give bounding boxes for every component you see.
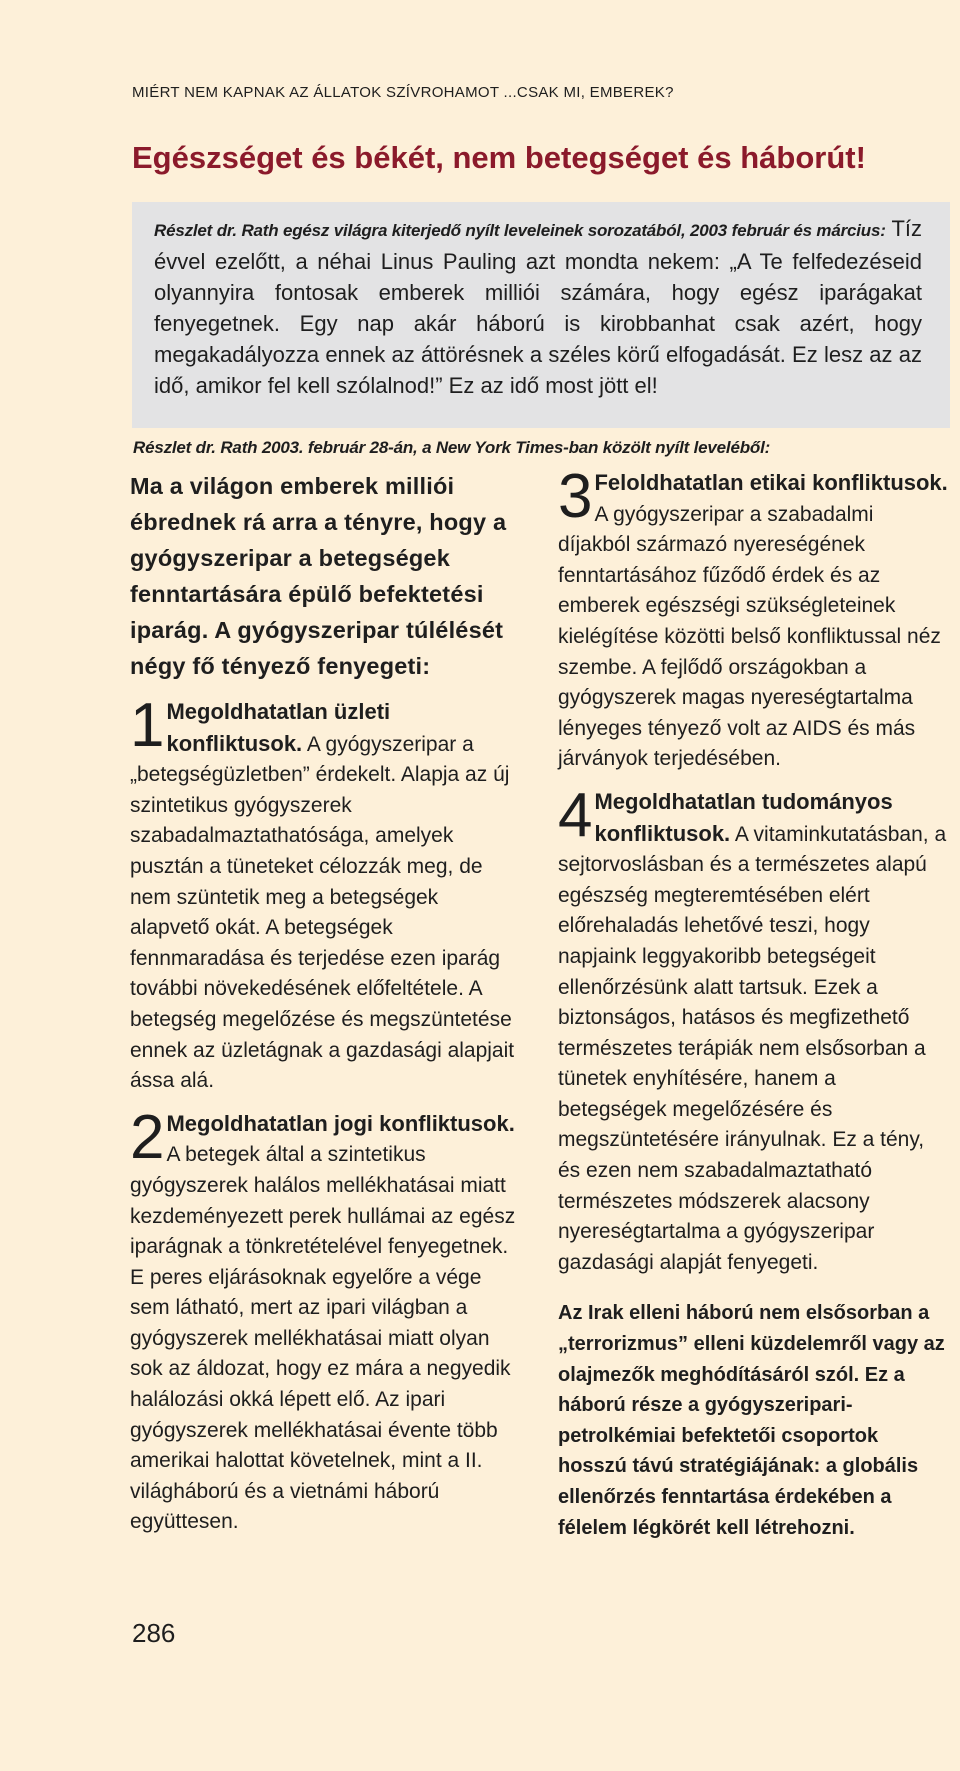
point-4 [558, 780, 950, 1279]
point-3 [558, 462, 950, 775]
point-4-number: 4 [558, 780, 593, 850]
excerpt-caption: Részlet dr. Rath 2003. február 28-án, a New York Times-ban közölt nyílt leveléből: [133, 438, 771, 457]
running-head: MIÉRT NEM KAPNAK AZ ÁLLATOK SZÍVROHAMOT ...CSAK MI, EMBEREK? [132, 84, 674, 101]
left-column [130, 468, 523, 1550]
page-number: 286 [132, 1618, 176, 1648]
point-4-text: A vitaminkutatásban, a sejtorvoslásban és a természetes alapú egészség megteremtésében elért előrehaladás lehetővé teszi, hogy napjaink leggyakoribb betegségeit ellenőrzésünk alatt tartsuk. Ezek a biztonságos, hatásos és megfizethető természetes terápiák nem elsősorban a tünetek enyhítésére, hanem a betegségek megelőzésére és megszüntetésére irányulnak. Ez a tény, és ezen nem szabadalmaztatható természetes módszerek alacsony nyereségtartalma a gyógyszeripar gazdasági alapját fenyegeti. [558, 822, 947, 1274]
point-2-number: 2 [130, 1102, 165, 1172]
article-headline: Ma a világon emberek milliói ébrednek rá arra a tényre, hogy a gyógyszeripar a betegségek fenntartására épülő befektetési iparág. A gyógyszeripar túlélését négy fő tényező fenyegeti: [130, 473, 507, 679]
closing-statement: Az Irak elleni háború nem elsősorban a „terrorizmus” elleni küzdelemről vagy az olajmezők meghódításáról szól. Ez a háború része a gyógyszeripari-petrolkémiai befektetői csoportok hosszú távú stratégiájának: a globális ellenőrzés fenntartása érdekében a félelem légkörét kell létrehozni. [558, 1302, 945, 1539]
intro-box [132, 202, 950, 428]
right-column [558, 462, 950, 1563]
intro-body: Tíz évvel ezelőtt, a néhai Linus Pauling azt mondta nekem: „A Te felfedezéseid olyannyira fontosak emberek milliói számára, hogy egész iparágakat fenyegetnek. Egy nap akár háború is kirobbanhat csak azért, hogy megakadályozza ennek az áttörésnek a széles körű elfogadását. Ez lesz az az idő, amikor fel kell szólalnod!” Ez az idő most jött el! [154, 216, 922, 398]
point-1-number: 1 [130, 691, 165, 760]
point-2-text: A betegek által a szintetikus gyógyszerek halálos mellékhatásai miatt kezdeményezett perek hullámai az egész iparágnak a tönkretételével fenyegetnek. E peres eljárásoknak egyelőre a vége sem látható, mert az ipari világban a gyógyszerek mellékhatásai miatt olyan sok az áldozat, hogy ez mára a negyedik halálozási okká lépett elő. Az ipari gyógyszerek mellékhatásai évente több amerikai halottat követelnek, mint a II. világháború és a vietnámi háború együttesen. [130, 1143, 516, 1534]
point-1-heading: Megoldhatatlan üzleti konfliktusok. [166, 699, 391, 756]
point-4-heading: Megoldhatatlan tudományos konfliktusok. [594, 788, 893, 846]
intro-lead: Részlet dr. Rath egész világra kiterjedő nyílt leveleinek sorozatából, 2003 február és március: [154, 221, 886, 240]
point-3-text: A gyógyszeripar a szabadalmi díjakból származó nyereségének fenntartásához fűződő érdek és az emberek egészségi szükségleteinek kielégítése közötti belső konfliktussal néz szembe. A fejlődő országokban a gyógyszerek magas nyereségtartalma lényeges tényező volt az AIDS és más járványok terjedésében. [558, 502, 941, 771]
point-2-heading: Megoldhatatlan jogi konfliktusok. [166, 1110, 515, 1136]
page-title: Egészséget és békét, nem betegséget és háborút! [132, 140, 866, 175]
point-3-heading: Feloldhatatlan etikai konfliktusok. [594, 470, 948, 495]
point-3-number: 3 [558, 462, 593, 531]
point-1 [130, 691, 523, 1097]
point-1-text: A gyógyszeripar a „betegségüzletben” érdekelt. Alapja az új szintetikus gyógyszerek szabadalmaztathatósága, amelyek pusztán a tüneteket célozzák meg, de nem szüntetik meg a betegségek alapvető okát. A betegségek fennmaradása és terjedése ezen iparág további növekedésének előfeltétele. A betegség megelőzése és megszüntetése ennek az üzletágnak a gazdasági alapjait ássa alá. [130, 732, 515, 1093]
point-2 [130, 1102, 523, 1538]
